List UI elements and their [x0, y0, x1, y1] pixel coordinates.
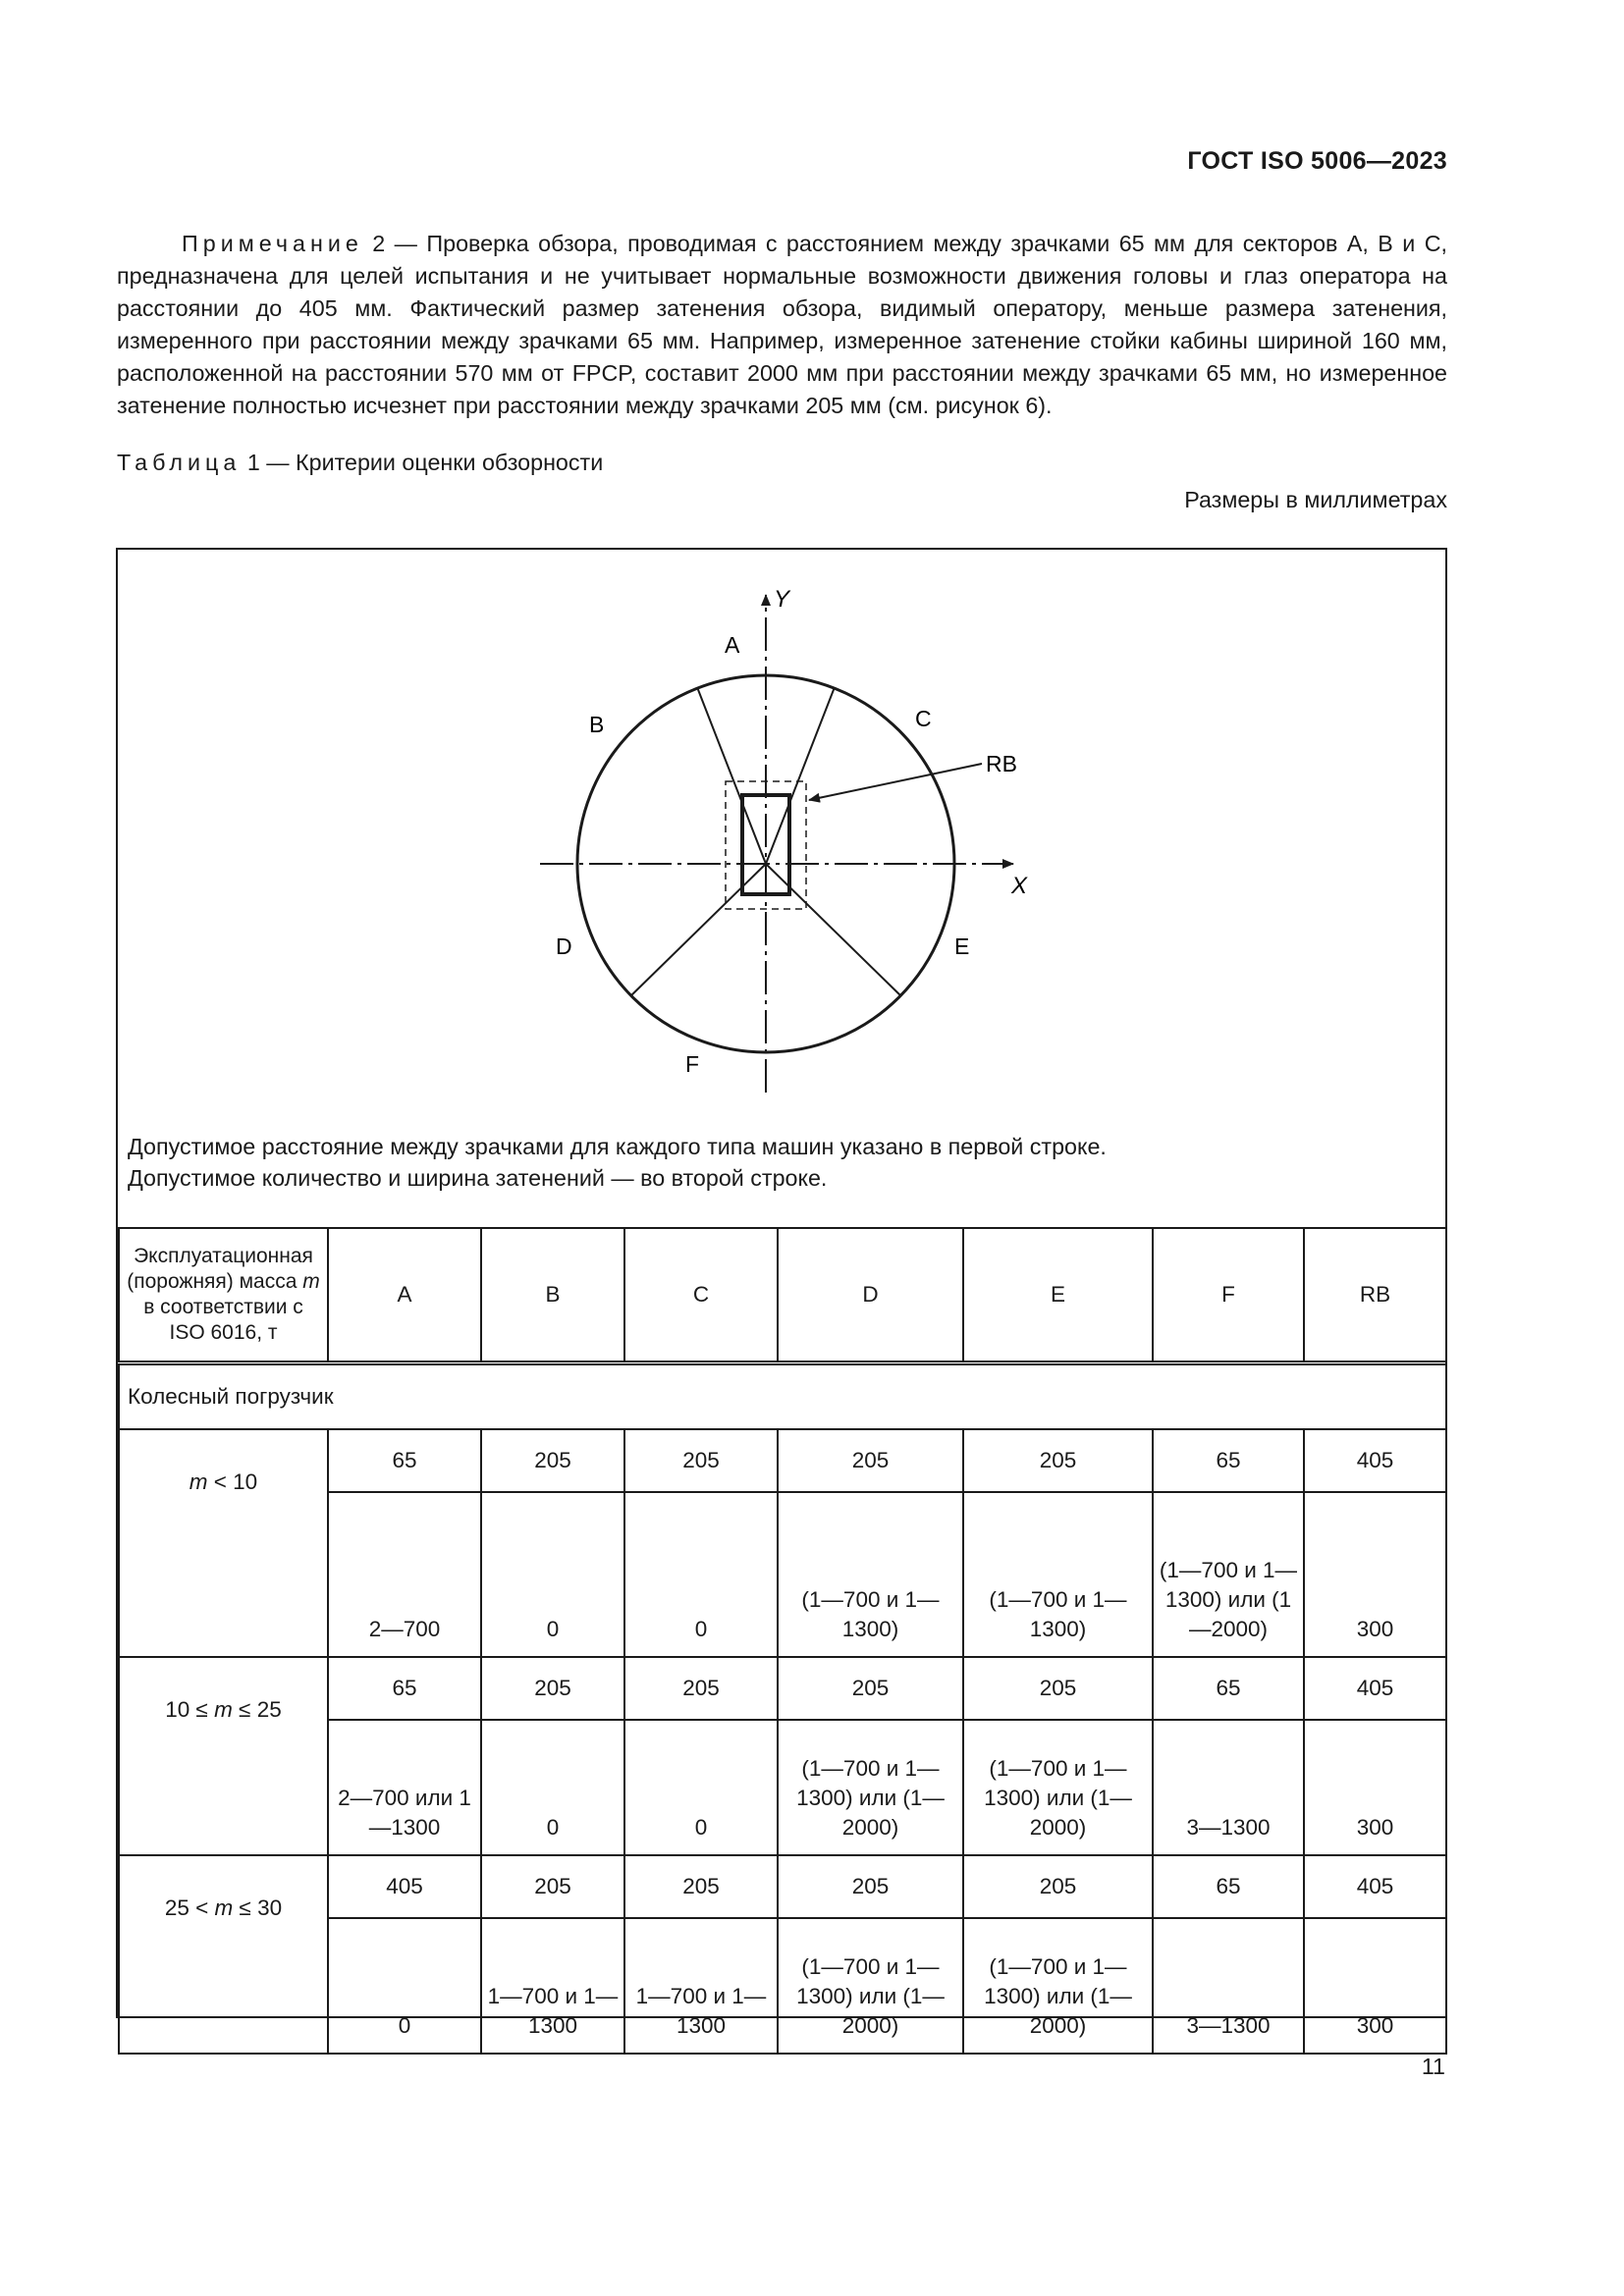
shadow-cell: 0: [328, 1918, 481, 2054]
sector-line-ac: [766, 687, 835, 864]
shadow-cell: (1—700 и 1—1300) или (1—2000): [963, 1918, 1153, 2054]
column-header-e: E: [963, 1228, 1153, 1363]
shadow-cell: 1—700 и 1—1300: [481, 1918, 624, 2054]
mass-header-text: Эксплуатационная (порожняя) масса: [127, 1245, 313, 1293]
mass-range-var: m: [189, 1469, 208, 1494]
shadow-cell: (1—700 и 1—1300) или (1—2000): [778, 1918, 963, 2054]
column-header-rb: RB: [1304, 1228, 1446, 1363]
shadow-cell: 0: [624, 1720, 778, 1855]
sector-label-d: D: [556, 934, 572, 959]
sector-label-a: A: [725, 632, 740, 658]
sector-label-f: F: [685, 1051, 700, 1077]
distance-cell: 205: [481, 1429, 624, 1492]
column-header-c: C: [624, 1228, 778, 1363]
mass-range-cell: [119, 1855, 328, 2054]
table-row: [119, 1429, 1446, 1492]
note-text: 2 — Проверка обзора, проводимая с расстоянием между зрачками 65 мм для секторов А, В и С, предназначена для целей испытания и не учитывает нормальные возможности движения головы и глаз оператора на расстоянии до 405 мм. Фактический размер затенения обзора, видимый оператору, меньше размера затенения, измеренного при расстоянии между зрачками 65 мм. Например, измеренное затенение стойки кабины шириной 160 мм, расположенной на расстоянии 570 мм от FPCP, составит 2000 мм при расстоянии между зрачками 65 мм, но измеренное затенение полностью исчезнет при расстоянии между зрачками 205 мм (см. рисунок 6).: [117, 231, 1447, 418]
y-axis-label: Y: [774, 586, 790, 613]
sector-label-e: E: [954, 934, 970, 959]
distance-cell: 205: [778, 1657, 963, 1720]
figure-caption-line-1: Допустимое расстояние между зрачками для каждого типа машин указано в первой строке.: [128, 1134, 1107, 1159]
shadow-cell: 300: [1304, 1918, 1446, 2054]
category-row: [119, 1363, 1446, 1430]
distance-cell: 205: [481, 1855, 624, 1918]
distance-cell: 405: [1304, 1429, 1446, 1492]
shadow-cell: 0: [481, 1720, 624, 1855]
criteria-table: [118, 1227, 1447, 2055]
shadow-cell: 300: [1304, 1720, 1446, 1855]
sector-line-ab: [697, 687, 766, 864]
note-label: Примечание: [182, 231, 363, 256]
mass-range-post: ≤ 25: [232, 1697, 282, 1722]
mass-header-cell: [119, 1228, 328, 1363]
shadow-cell: 300: [1304, 1492, 1446, 1657]
mass-header-text-end: в соответствии с ISO 6016, т: [143, 1296, 303, 1344]
table-row: [119, 1657, 1446, 1720]
table-title-label: Таблица: [117, 450, 242, 475]
shadow-cell: (1—700 и 1—1300) или (1—2000): [1153, 1492, 1304, 1657]
shadow-cell: 3—1300: [1153, 1720, 1304, 1855]
distance-cell: 205: [778, 1429, 963, 1492]
shadow-cell: 2—700 или 1—1300: [328, 1720, 481, 1855]
page-number: 11: [1421, 2054, 1445, 2079]
distance-cell: 65: [328, 1429, 481, 1492]
sector-label-b: B: [589, 712, 605, 737]
mass-range-cell: [119, 1429, 328, 1657]
distance-cell: 205: [481, 1657, 624, 1720]
table-header-row: [119, 1228, 1446, 1363]
distance-cell: 65: [1153, 1855, 1304, 1918]
figure-caption-line-2: Допустимое количество и ширина затенений — во второй строке.: [128, 1165, 828, 1191]
sector-line-df: [630, 864, 766, 996]
sector-label-rb: RB: [986, 751, 1017, 776]
mass-range-post: < 10: [207, 1469, 258, 1494]
table-title-text: 1 — Критерии оценки обзорности: [246, 450, 604, 475]
distance-cell: 205: [963, 1657, 1153, 1720]
column-header-a: A: [328, 1228, 481, 1363]
document-header: ГОСТ ISO 5006—2023: [1187, 147, 1447, 175]
distance-cell: 205: [624, 1429, 778, 1492]
figure-caption: [128, 1131, 1107, 1194]
rb-leader-line: [809, 764, 982, 800]
mass-range-pre: 10 ≤: [165, 1697, 215, 1722]
table-frame: [116, 548, 1447, 2038]
shadow-cell: 0: [481, 1492, 624, 1657]
table-title: [117, 450, 603, 476]
mass-range-pre: 25 <: [164, 1896, 215, 1920]
mass-range-cell: [119, 1657, 328, 1855]
column-header-f: F: [1153, 1228, 1304, 1363]
distance-cell: 205: [624, 1855, 778, 1918]
distance-cell: 205: [963, 1855, 1153, 1918]
x-axis-label: X: [1011, 873, 1028, 899]
distance-cell: 65: [328, 1657, 481, 1720]
distance-cell: 205: [963, 1429, 1153, 1492]
shadow-cell: (1—700 и 1—1300) или (1—2000): [778, 1720, 963, 1855]
shadow-cell: (1—700 и 1—1300) или (1—2000): [963, 1720, 1153, 1855]
distance-cell: 405: [1304, 1855, 1446, 1918]
distance-cell: 205: [624, 1657, 778, 1720]
shadow-cell: 2—700: [328, 1492, 481, 1657]
units-note: Размеры в миллиметрах: [1184, 487, 1447, 512]
shadow-cell: (1—700 и 1—1300): [963, 1492, 1153, 1657]
distance-cell: 405: [1304, 1657, 1446, 1720]
mass-range-post: ≤ 30: [233, 1896, 283, 1920]
column-header-d: D: [778, 1228, 963, 1363]
distance-cell: 205: [778, 1855, 963, 1918]
shadow-cell: 1—700 и 1—1300: [624, 1918, 778, 2054]
mass-range-var: m: [214, 1697, 233, 1722]
sector-diagram: [118, 550, 1445, 1229]
shadow-cell: (1—700 и 1—1300): [778, 1492, 963, 1657]
distance-cell: 65: [1153, 1429, 1304, 1492]
distance-cell: 65: [1153, 1657, 1304, 1720]
category-cell: Колесный погрузчик: [119, 1363, 1446, 1430]
sector-line-ef: [766, 864, 901, 996]
column-header-b: B: [481, 1228, 624, 1363]
mass-range-var: m: [214, 1896, 234, 1920]
note-paragraph: [117, 228, 1447, 422]
distance-cell: 405: [328, 1855, 481, 1918]
shadow-cell: 0: [624, 1492, 778, 1657]
sector-label-c: C: [915, 706, 932, 731]
mass-header-var: m: [302, 1270, 320, 1293]
table-row: [119, 1855, 1446, 1918]
shadow-cell: 3—1300: [1153, 1918, 1304, 2054]
